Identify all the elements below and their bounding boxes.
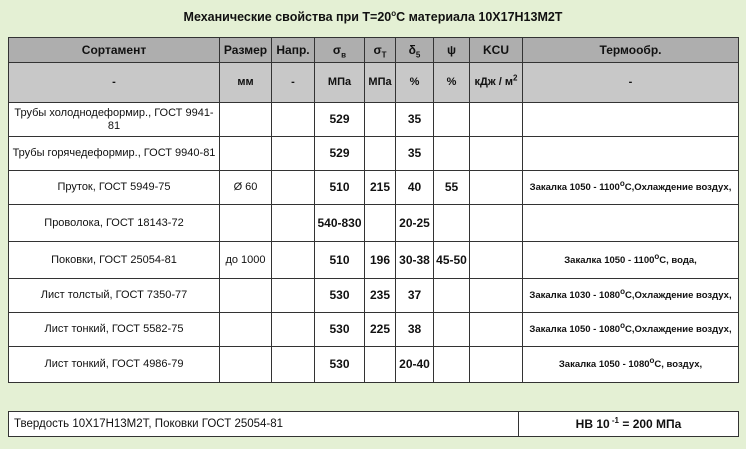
unit-psi: % <box>434 63 470 103</box>
table-row <box>9 171 739 205</box>
cell-delta5: 37 <box>396 279 434 313</box>
cell-sigma-b: 530 <box>315 279 365 313</box>
unit-sigma-t: МПа <box>365 63 396 103</box>
cell-kcu <box>470 242 523 279</box>
cell-sigma-b: 530 <box>315 347 365 383</box>
cell-size <box>220 313 272 347</box>
cell-sortament: Трубы холоднодеформир., ГОСТ 9941-81 <box>9 103 220 137</box>
unit-direction: - <box>272 63 315 103</box>
cell-sortament: Поковки, ГОСТ 25054-81 <box>9 242 220 279</box>
col-header-psi: ψ <box>434 38 470 63</box>
col-header-kcu: KCU <box>470 38 523 63</box>
cell-sigma-b: 510 <box>315 171 365 205</box>
cell-sigma-t <box>365 347 396 383</box>
cell-sortament: Пруток, ГОСТ 5949-75 <box>9 171 220 205</box>
cell-psi <box>434 347 470 383</box>
cell-psi <box>434 279 470 313</box>
cell-delta5: 20-40 <box>396 347 434 383</box>
cell-size: Ø 60 <box>220 171 272 205</box>
col-header-sortament: Сортамент <box>9 38 220 63</box>
cell-sigma-t: 235 <box>365 279 396 313</box>
cell-psi: 55 <box>434 171 470 205</box>
cell-sortament: Трубы горячедеформир., ГОСТ 9940-81 <box>9 137 220 171</box>
cell-size <box>220 103 272 137</box>
cell-sigma-t: 215 <box>365 171 396 205</box>
cell-delta5: 35 <box>396 137 434 171</box>
cell-direction <box>272 279 315 313</box>
cell-direction <box>272 137 315 171</box>
col-header-delta5: $\delta_5$ <box>396 38 434 63</box>
table-row <box>9 347 739 383</box>
properties-table <box>8 37 739 383</box>
cell-direction <box>272 313 315 347</box>
cell-direction <box>272 103 315 137</box>
cell-delta5: 35 <box>396 103 434 137</box>
cell-size: до 1000 <box>220 242 272 279</box>
cell-kcu <box>470 279 523 313</box>
cell-sortament: Лист тонкий, ГОСТ 5582-75 <box>9 313 220 347</box>
cell-psi <box>434 205 470 242</box>
cell-psi: 45-50 <box>434 242 470 279</box>
cell-delta5: 40 <box>396 171 434 205</box>
cell-kcu <box>470 313 523 347</box>
cell-size <box>220 347 272 383</box>
cell-psi <box>434 313 470 347</box>
table-row <box>9 205 739 242</box>
cell-heat-treatment <box>523 137 739 171</box>
page-title: Механические свойства при $Т=20^oС$ материала 10Х17Н13М2Т <box>183 8 563 24</box>
cell-sigma-t: 196 <box>365 242 396 279</box>
cell-kcu <box>470 103 523 137</box>
units-row <box>9 63 739 103</box>
cell-delta5: 38 <box>396 313 434 347</box>
cell-sigma-t <box>365 205 396 242</box>
cell-kcu <box>470 171 523 205</box>
table-row <box>9 313 739 347</box>
cell-direction <box>272 347 315 383</box>
hardness-table <box>8 411 739 437</box>
cell-heat-treatment: Закалка 1050 - 1080$^o$С, воздух, <box>523 347 739 383</box>
cell-sortament: Проволока, ГОСТ 18143-72 <box>9 205 220 242</box>
cell-sigma-b: 540-830 <box>315 205 365 242</box>
cell-kcu <box>470 137 523 171</box>
col-header-size: Размер <box>220 38 272 63</box>
cell-size <box>220 205 272 242</box>
table-body <box>9 103 739 383</box>
table-row <box>9 242 739 279</box>
cell-size <box>220 279 272 313</box>
unit-size: мм <box>220 63 272 103</box>
cell-sigma-t <box>365 137 396 171</box>
cell-sigma-b: 530 <box>315 313 365 347</box>
cell-heat-treatment <box>523 205 739 242</box>
cell-heat-treatment: Закалка 1050 - 1100$^o$С, вода, <box>523 242 739 279</box>
cell-psi <box>434 103 470 137</box>
cell-sigma-b: 529 <box>315 137 365 171</box>
table-row <box>9 103 739 137</box>
col-header-heat: Термообр. <box>523 38 739 63</box>
cell-sortament: Лист толстый, ГОСТ 7350-77 <box>9 279 220 313</box>
cell-kcu <box>470 347 523 383</box>
cell-heat-treatment: Закалка 1050 - 1100$^o$С,Охлаждение воздух, <box>523 171 739 205</box>
cell-heat-treatment <box>523 103 739 137</box>
hardness-row <box>9 412 739 437</box>
cell-sigma-t: 225 <box>365 313 396 347</box>
cell-direction <box>272 171 315 205</box>
cell-delta5: 20-25 <box>396 205 434 242</box>
cell-psi <box>434 137 470 171</box>
cell-sigma-b: 529 <box>315 103 365 137</box>
col-header-sigma-b: $\sigma_в$ <box>315 38 365 63</box>
header-row <box>9 38 739 63</box>
table-row <box>9 137 739 171</box>
col-header-sigma-t: $\sigma_T$ <box>365 38 396 63</box>
cell-heat-treatment: Закалка 1050 - 1080$^o$С,Охлаждение воздух, <box>523 313 739 347</box>
cell-kcu <box>470 205 523 242</box>
unit-sigma-b: МПа <box>315 63 365 103</box>
unit-sortament: - <box>9 63 220 103</box>
unit-kcu: кДж / $м^2$ <box>470 63 523 103</box>
cell-direction <box>272 205 315 242</box>
cell-direction <box>272 242 315 279</box>
cell-sortament: Лист тонкий, ГОСТ 4986-79 <box>9 347 220 383</box>
cell-sigma-t <box>365 103 396 137</box>
cell-sigma-b: 510 <box>315 242 365 279</box>
col-header-direction: Напр. <box>272 38 315 63</box>
cell-size <box>220 137 272 171</box>
hardness-value: HB 10 $^{-1}$ = 200 МПа <box>519 412 739 437</box>
cell-delta5: 30-38 <box>396 242 434 279</box>
unit-heat: - <box>523 63 739 103</box>
table-row <box>9 279 739 313</box>
unit-delta5: % <box>396 63 434 103</box>
cell-heat-treatment: Закалка 1030 - 1080$^o$С,Охлаждение воздух, <box>523 279 739 313</box>
hardness-label: Твердость 10Х17Н13М2Т, Поковки ГОСТ 25054-81 <box>9 412 519 437</box>
